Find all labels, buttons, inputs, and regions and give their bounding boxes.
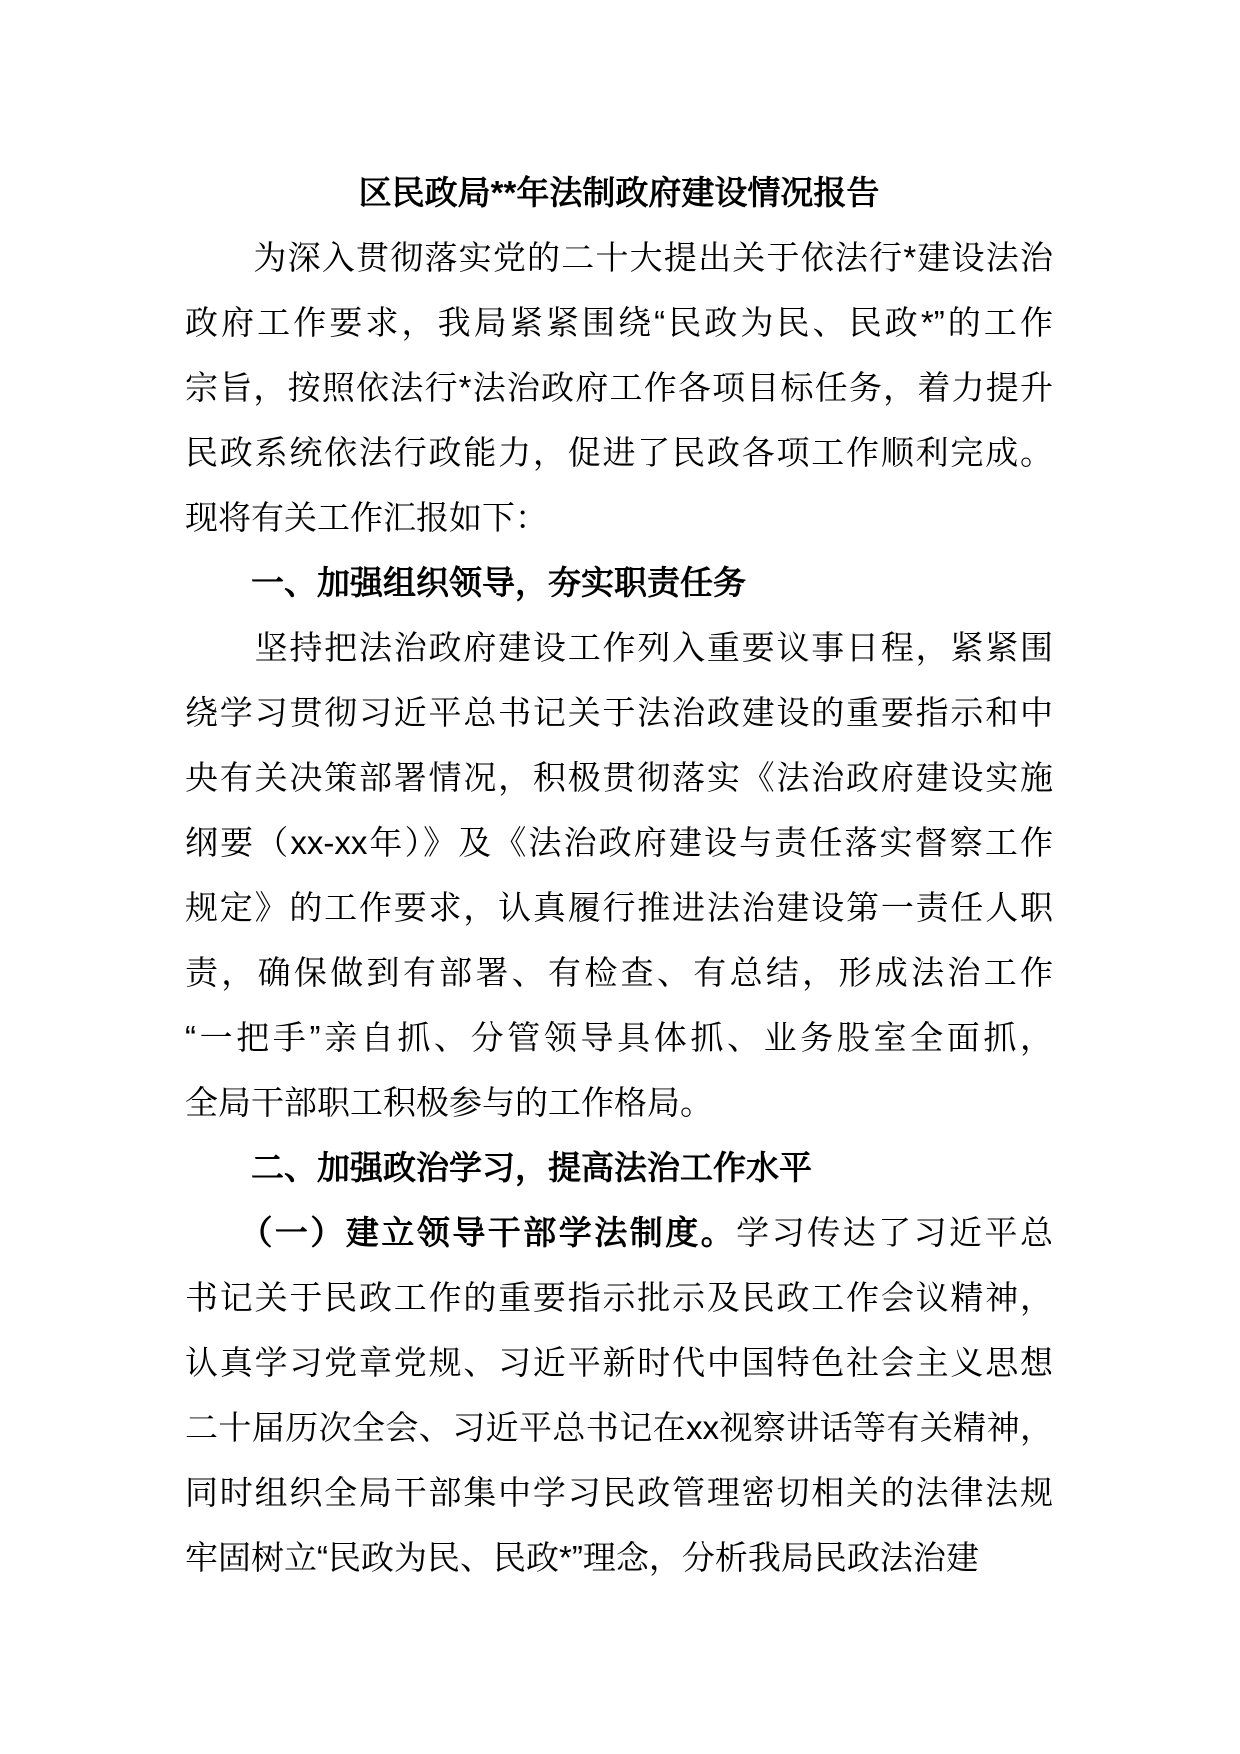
text-run: 认真学习党章党规、习近平新时代中国特色社会主义思想: [185, 1344, 1053, 1381]
text-line: [185, 1460, 1053, 1525]
text-line: [185, 290, 1053, 355]
text-run: 现将有关工作汇报如下：: [185, 499, 548, 536]
text-run: 纲要（xx-xx年）》及《法治政府建设与责任落实督察工作: [185, 824, 1053, 861]
text-line: [185, 1135, 1053, 1200]
text-line: [185, 745, 1053, 810]
text-line: [185, 1330, 1053, 1395]
text-run: 书记关于民政工作的重要指示批示及民政工作会议精神，: [185, 1279, 1053, 1316]
text-run-bold: （一）建立领导干部学法制度。: [185, 1214, 737, 1251]
text-run: 学习传达了习近平总: [736, 1214, 1053, 1251]
text-line: [185, 875, 1053, 940]
text-line: [185, 1200, 1053, 1265]
text-run: 为深入贯彻落实党的二十大提出关于依法行*建设法治: [185, 239, 1053, 276]
text-run: 牢固树立“民政为民、民政*”理念，分析我局民政法治建: [185, 1539, 979, 1576]
text-run: 宗旨，按照依法行*法治政府工作各项目标任务，着力提升: [185, 369, 1053, 406]
text-line: [185, 485, 1053, 550]
text-line: [185, 550, 1053, 615]
text-run: 二十届历次全会、习近平总书记在xx视察讲话等有关精神，: [185, 1409, 1053, 1446]
text-line: [185, 1395, 1053, 1460]
text-run: 规定》的工作要求，认真履行推进法治建设第一责任人职: [185, 889, 1053, 926]
text-run: 央有关决策部署情况，积极贯彻落实《法治政府建设实施: [185, 759, 1053, 796]
text-line: [185, 680, 1053, 745]
text-run: “一把手”亲自抓、分管领导具体抓、业务股室全面抓，: [185, 1019, 1053, 1056]
text-line: [185, 1265, 1053, 1330]
text-run: 绕学习贯彻习近平总书记关于法治政建设的重要指示和中: [185, 694, 1053, 731]
text-run: 二、加强政治学习，提高法治工作水平: [185, 1149, 812, 1186]
text-line: [185, 1070, 1053, 1135]
text-line: [185, 940, 1053, 1005]
text-line: [185, 1525, 1053, 1590]
document-title: 区民政局**年法制政府建设情况报告: [358, 174, 880, 211]
text-line: [185, 420, 1053, 485]
text-line: [185, 225, 1053, 290]
text-line: [185, 615, 1053, 680]
text-run: 民政系统依法行政能力，促进了民政各项工作顺利完成。: [185, 434, 1053, 471]
text-line: [185, 810, 1053, 875]
text-run: 全局干部职工积极参与的工作格局。: [185, 1084, 713, 1121]
text-line: [185, 1005, 1053, 1070]
text-run: 坚持把法治政府建设工作列入重要议事日程，紧紧围: [185, 629, 1053, 666]
text-run: 一、加强组织领导，夯实职责任务: [185, 564, 746, 601]
text-run: 同时组织全局干部集中学习民政管理密切相关的法律法规: [185, 1474, 1053, 1511]
text-run: 政府工作要求，我局紧紧围绕“民政为民、民政*”的工作: [185, 304, 1053, 341]
text-line: [185, 355, 1053, 420]
text-run: 责，确保做到有部署、有检查、有总结，形成法治工作: [185, 954, 1053, 991]
